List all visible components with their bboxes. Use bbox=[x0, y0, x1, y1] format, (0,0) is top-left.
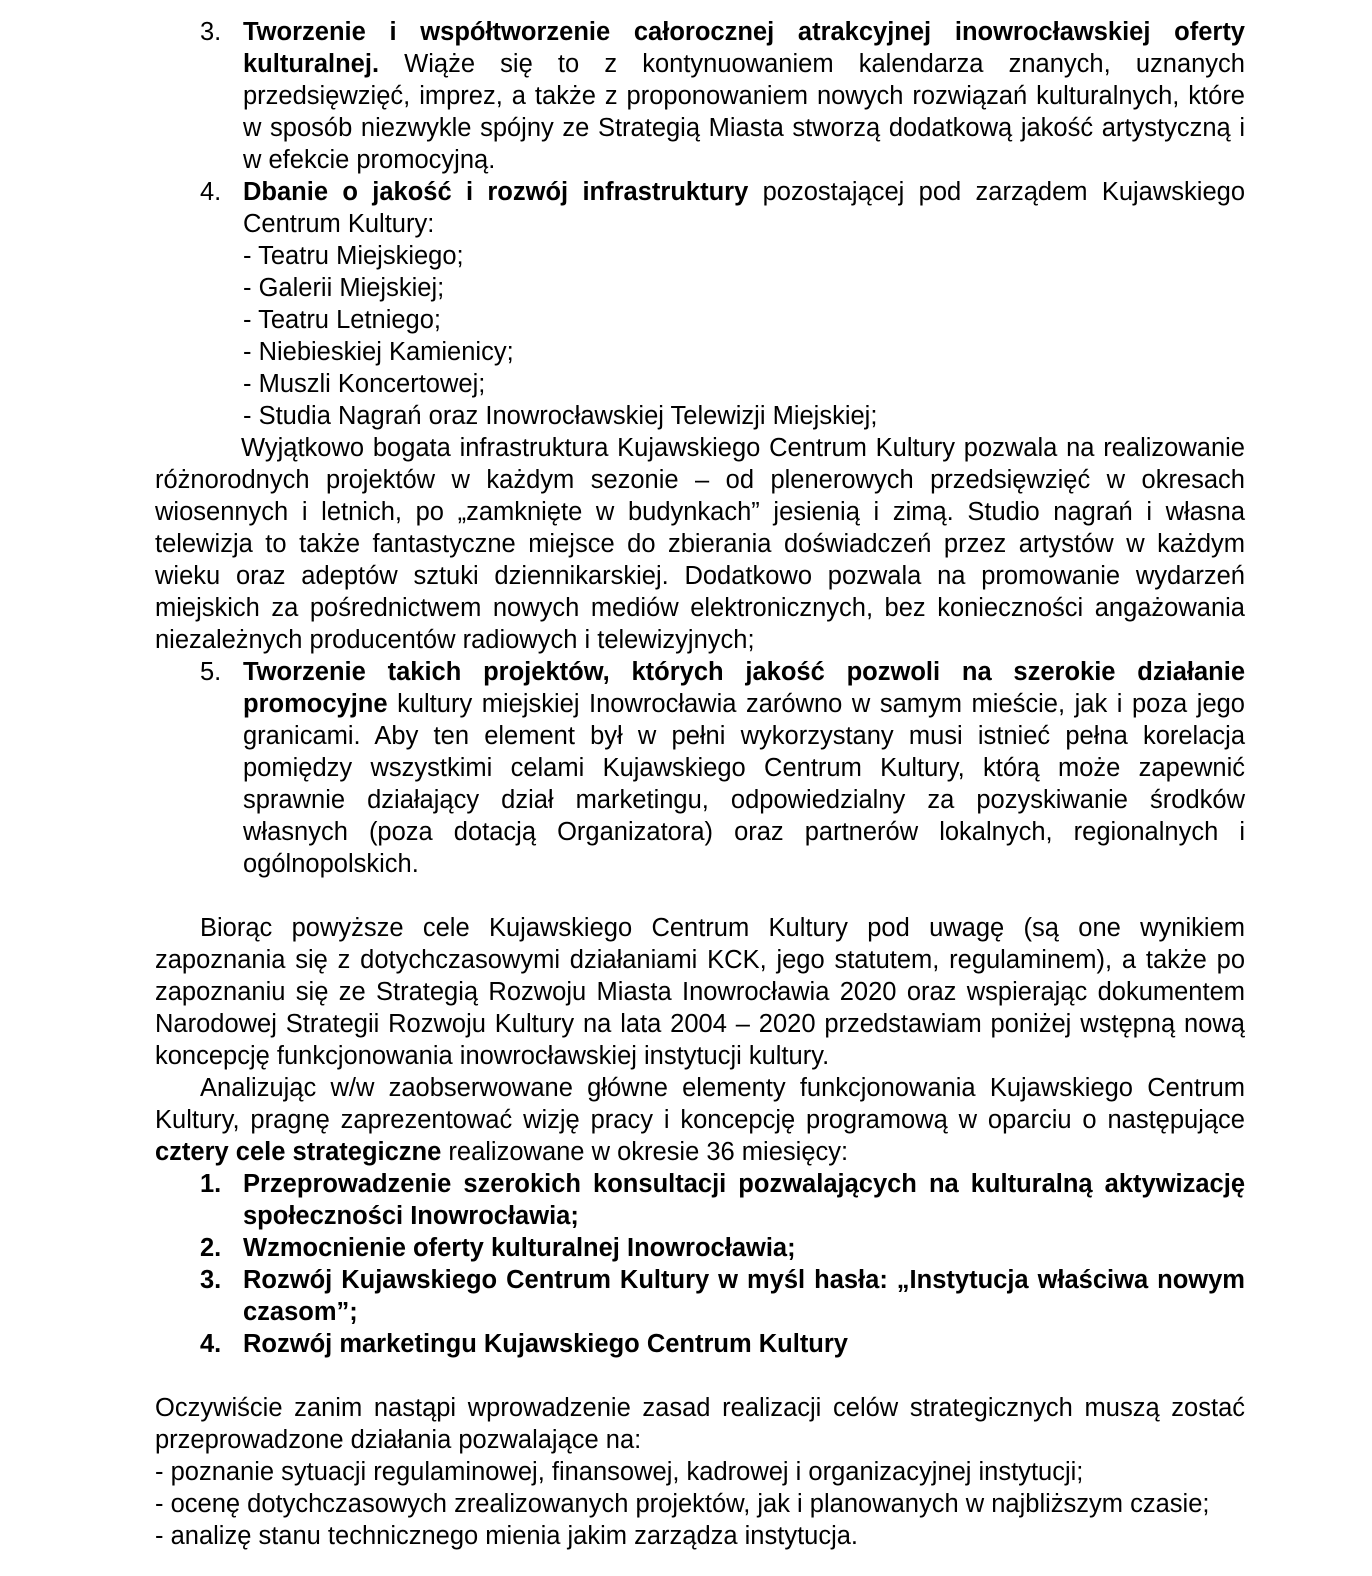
strategic-marker-4: 4. bbox=[200, 1330, 222, 1358]
strategic-item-1 bbox=[155, 1168, 1245, 1232]
strategic-marker-3: 3. bbox=[200, 1266, 222, 1294]
paragraph-analysis-bold-phrase: cztery cele strategiczne bbox=[155, 1138, 442, 1166]
list-item-4 bbox=[155, 176, 1245, 432]
list-item-3 bbox=[155, 16, 1245, 176]
venue-line: - Studia Nagrań oraz Inowrocławskiej Telewizji Miejskiej; bbox=[243, 402, 878, 430]
paragraph-analysis bbox=[155, 1072, 1245, 1168]
venue-line: - Teatru Miejskiego; bbox=[243, 242, 464, 270]
paragraph-analysis-before: Analizując w/w zaobserwowane główne elementy funkcjonowania Kujawskiego Centrum Kultury, pragnę zaprezentować wizję pracy i koncepcję programową w oparciu o następujące bbox=[155, 1074, 1245, 1134]
venue-line: - Niebieskiej Kamienicy; bbox=[243, 338, 514, 366]
venue-line: - Galerii Miejskiej; bbox=[243, 274, 445, 302]
action-line: - ocenę dotychczasowych zrealizowanych projektów, jak i planowanych w najbliższym czasie; bbox=[155, 1490, 1210, 1518]
strategic-item-1-text: Przeprowadzenie szerokich konsultacji pozwalających na kulturalną aktywizację społeczności Inowrocławia; bbox=[243, 1170, 1245, 1230]
list-item-5-body: kultury miejskiej Inowrocławia zarówno w samym mieście, jak i poza jego granicami. Aby ten element był w pełni wykorzystany musi istnieć pełna korelacja pomiędzy wszystkimi celami Kujawskiego Centrum Kultury, którą może zapewnić sprawnie działający dział marketingu, odpowiedzialny za pozyskiwanie środków własnych (poza dotacją Organizatora) oraz partnerów lokalnych, regionalnych i ogólnopolskich. bbox=[243, 690, 1245, 878]
list-marker-4: 4. bbox=[200, 178, 222, 206]
paragraph-goals-intro: Biorąc powyższe cele Kujawskiego Centrum Kultury pod uwagę (są one wynikiem zapoznania się z dotychczasowymi działaniami KCK, jego statutem, regulaminem), a także po zapoznaniu się ze Strategią Rozwoju Miasta Inowrocławia 2020 oraz wspierając dokumentem Narodowej Strategii Rozwoju Kultury na lata 2004 – 2020 przedstawiam poniżej wstępną nową koncepcję funkcjonowania inowrocławskiej instytucji kultury. bbox=[155, 914, 1245, 1070]
list-item-5-bold-lead: Tworzenie takich projektów, których jakość pozwoli na szerokie działanie promocyjne bbox=[243, 658, 1245, 718]
strategic-item-2-text: Wzmocnienie oferty kulturalnej Inowrocławia; bbox=[243, 1234, 796, 1262]
strategic-item-3-text: Rozwój Kujawskiego Centrum Kultury w myśl hasła: „Instytucja właściwa nowym czasom”; bbox=[243, 1266, 1245, 1326]
list-marker-5: 5. bbox=[200, 658, 222, 686]
list-item-3-bold-lead: Tworzenie i współtworzenie całorocznej atrakcyjnej inowrocławskiej oferty kulturalnej. bbox=[243, 18, 1245, 78]
strategic-item-4 bbox=[155, 1328, 1245, 1360]
strategic-item-4-text: Rozwój marketingu Kujawskiego Centrum Kultury bbox=[243, 1330, 848, 1358]
list-marker-3: 3. bbox=[200, 18, 222, 46]
list-item-3-body: Wiąże się to z kontynuowaniem kalendarza znanych, uznanych przedsięwzięć, imprez, a także z proponowaniem nowych rozwiązań kulturalnych, które w sposób niezwykle spójny ze Strategią Miasta stworzą dodatkową jakość artystyczną i w efekcie promocyjną. bbox=[243, 50, 1245, 174]
venue-line: - Teatru Letniego; bbox=[243, 306, 441, 334]
paragraph-infrastructure: Wyjątkowo bogata infrastruktura Kujawskiego Centrum Kultury pozwala na realizowanie różnorodnych projektów w każdym sezonie – od plenerowych przedsięwzięć w okresach wiosennych i letnich, po „zamknięte w budynkach” jesienią i zimą. Studio nagrań i własna telewizja to także fantastyczne miejsce do zbierania doświadczeń przez artystów w każdym wieku oraz adeptów sztuki dziennikarskiej. Dodatkowo pozwala na promowanie wydarzeń miejskich za pośrednictwem nowych mediów elektronicznych, bez konieczności angażowania niezależnych producentów radiowych i telewizyjnych; bbox=[155, 434, 1245, 654]
list-item-5 bbox=[155, 656, 1245, 880]
action-line: - analizę stanu technicznego mienia jakim zarządza instytucja. bbox=[155, 1522, 859, 1550]
strategic-marker-2: 2. bbox=[200, 1234, 222, 1262]
action-line: - poznanie sytuacji regulaminowej, finansowej, kadrowej i organizacyjnej instytucji; bbox=[155, 1458, 1084, 1486]
list-item-5-text bbox=[243, 656, 1245, 880]
paragraph-actions-intro: Oczywiście zanim nastąpi wprowadzenie zasad realizacji celów strategicznych muszą zostać przeprowadzone działania pozwalające na: bbox=[155, 1394, 1245, 1454]
strategic-item-3 bbox=[155, 1264, 1245, 1328]
list-item-4-text bbox=[243, 176, 1245, 240]
list-item-3-text bbox=[243, 16, 1245, 176]
venue-line: - Muszli Koncertowej; bbox=[243, 370, 486, 398]
paragraph-analysis-after: realizowane w okresie 36 miesięcy: bbox=[441, 1138, 849, 1166]
list-item-4-bold-lead: Dbanie o jakość i rozwój infrastruktury bbox=[243, 178, 749, 206]
strategic-item-2 bbox=[155, 1232, 1245, 1264]
list-item-4-body: pozostającej pod zarządem Kujawskiego Centrum Kultury: bbox=[243, 178, 1245, 238]
strategic-marker-1: 1. bbox=[200, 1170, 222, 1198]
